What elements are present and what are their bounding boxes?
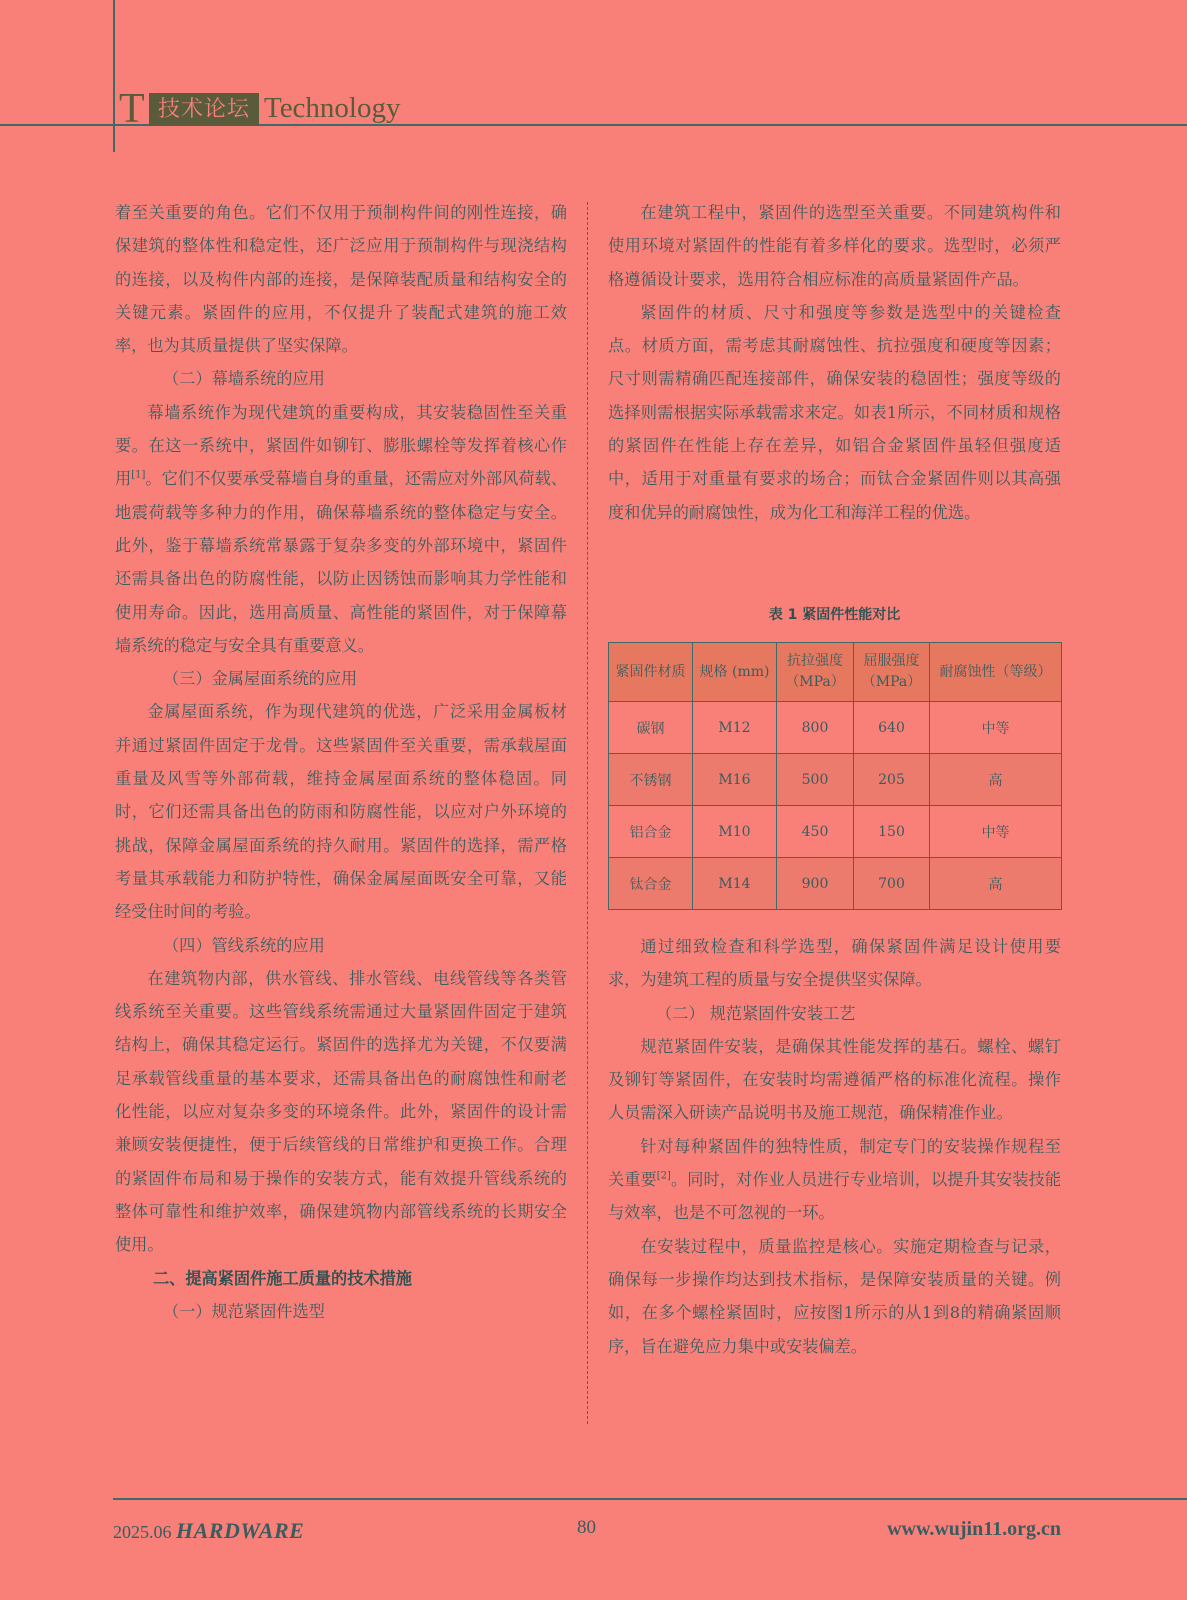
table-header-cell: 耐腐蚀性（等级） — [930, 643, 1062, 702]
table-cell: 铝合金 — [609, 806, 693, 858]
table-header-row — [609, 643, 1062, 702]
subheading-selection: （一）规范紧固件选型 — [163, 1301, 325, 1321]
table-row — [609, 754, 1062, 806]
header-vertical-rule — [113, 0, 115, 152]
subheading-curtain-wall: （二）幕墙系统的应用 — [163, 369, 325, 389]
paragraph: 在建筑物内部，供水管线、排水管线、电线管线等各类管线系统至关重要。这些管线系统需通过大量紧固件固定于建筑结构上，确保其稳定运行。紧固件的选择尤为关键，不仅要满足承载管线重量的基本要求，还需具备出色的耐腐蚀性和耐老化性能，以应对复杂多变的环境条件。此外，紧固件的设计需兼顾安装便捷性，便于后续管线的日常维护和更换工作。合理的紧固件布局和易于操作的安装方式，能有效提升管线系统的整体可靠性和维护效率，确保建筑物内部管线系统的长期安全使用。 — [115, 968, 567, 1255]
table-cell: 中等 — [930, 702, 1062, 754]
table-cell: M16 — [693, 754, 777, 806]
paragraph: 金属屋面系统，作为现代建筑的优选，广泛采用金属板材并通过紧固件固定于龙骨。这些紧固件至关重要，需承载屋面重量及风雪等外部荷载，维持金属屋面系统的整体稳固。同时，它们还需具备出色的防雨和防腐性能，以应对户外环境的挑战，保障金属屋面系统的持久耐用。紧固件的选择，需严格考量其承载能力和防护特性，确保金属屋面既安全可靠，又能经受住时间的考验。 — [115, 702, 567, 922]
table-cell: 150 — [854, 806, 930, 858]
table-header-cell: 规格 (mm) — [693, 643, 777, 702]
citation-ref: [2] — [656, 1170, 671, 1182]
table-row — [609, 702, 1062, 754]
paragraph: 幕墙系统作为现代建筑的重要构成，其安装稳固性至关重要。在这一系统中，紧固件如铆钉、膨胀螺栓等发挥着核心作用[1]。它们不仅要承受幕墙自身的重量，还需应对外部风荷载、地震荷载等多种力的作用，确保幕墙系统的整体稳定与安全。此外，鉴于幕墙系统常暴露于复杂多变的外部环境中，紧固件还需具备出色的防腐性能，以防止因锈蚀而影响其力学性能和使用寿命。因此，选用高质量、高性能的紧固件，对于保障幕墙系统的稳定与安全具有重要意义。 — [115, 402, 568, 655]
table-cell: 钛合金 — [609, 858, 693, 910]
subheading-installation: （二） 规范紧固件安装工艺 — [656, 1003, 856, 1023]
footer-magazine-name: HARDWARE — [176, 1518, 305, 1543]
table-cell: 碳钢 — [609, 702, 693, 754]
paragraph: 紧固件的材质、尺寸和强度等参数是选型中的关键检查点。材质方面，需考虑其耐腐蚀性、抗拉强度和硬度等因素；尺寸则需精确匹配连接部件，确保安装的稳固性；强度等级的选择则需根据实际承载需求来定。如表1所示，不同材质和规格的紧固件在性能上存在差异，如铝合金紧固件虽轻但强度适中，适用于对重量有要求的场合；而钛合金紧固件则以其高强度和优异的耐腐蚀性，成为化工和海洋工程的优选。 — [608, 302, 1061, 522]
paragraph: 通过细致检查和科学选型，确保紧固件满足设计使用要求，为建筑工程的质量与安全提供坚实保障。 — [608, 937, 1061, 990]
table-cell: 高 — [930, 754, 1062, 806]
table-cell: 中等 — [930, 806, 1062, 858]
right-column-upper — [608, 196, 1061, 529]
column-divider — [587, 202, 588, 1424]
table-header-cell: 抗拉强度（MPa） — [777, 643, 854, 702]
table-caption: 表 1 紧固件性能对比 — [768, 607, 901, 623]
table-row — [609, 806, 1062, 858]
subheading-metal-roof: （三）金属屋面系统的应用 — [163, 669, 358, 689]
table-header-cell: 紧固件材质 — [609, 643, 693, 702]
table-cell: 900 — [777, 858, 854, 910]
footer-issue — [113, 1518, 304, 1544]
table-cell: 700 — [854, 858, 930, 910]
table-cell: 高 — [930, 858, 1062, 910]
paragraph: 在建筑工程中，紧固件的选型至关重要。不同建筑构件和使用环境对紧固件的性能有着多样化的要求。选型时，必须严格遵循设计要求，选用符合相应标准的高质量紧固件产品。 — [608, 203, 1061, 289]
right-column-lower — [608, 930, 1061, 1363]
paragraph: 规范紧固件安装，是确保其性能发挥的基石。螺栓、螺钉及铆钉等紧固件，在安装时均需遵循严格的标准化流程。操作人员需深入研读产品说明书及施工规范，确保精准作业。 — [608, 1036, 1061, 1123]
left-column — [115, 196, 567, 1328]
table-header-cell: 屈服强度（MPa） — [854, 643, 930, 702]
table-cell: 640 — [854, 702, 930, 754]
table-cell: 500 — [777, 754, 854, 806]
table-cell: 205 — [854, 754, 930, 806]
footer-issue-date: 2025.06 — [113, 1522, 172, 1542]
paragraph: 在安装过程中，质量监控是核心。实施定期检查与记录，确保每一步操作均达到技术指标，是保障安装质量的关键。例如，在多个螺栓紧固时，应按图1所示的从1到8的精确紧固顺序，旨在避免应力集中或安装偏差。 — [608, 1236, 1061, 1356]
footer-rule — [113, 1498, 1187, 1500]
table-cell: M12 — [693, 702, 777, 754]
paragraph: 针对每种紧固件的独特性质，制定专门的安装操作规程至关重要[2]。同时，对作业人员进行专业培训，以提升其安装技能与效率，也是不可忽视的一环。 — [608, 1136, 1062, 1223]
fastener-performance-table — [608, 642, 1062, 910]
table-cell: 450 — [777, 806, 854, 858]
header-section-english: Technology — [264, 92, 401, 124]
table-cell: 800 — [777, 702, 854, 754]
table-cell: 不锈钢 — [609, 754, 693, 806]
subheading-pipeline: （四）管线系统的应用 — [163, 935, 325, 955]
section-heading: 二、提高紧固件施工质量的技术措施 — [153, 1268, 412, 1288]
paragraph: 着至关重要的角色。它们不仅用于预制构件间的刚性连接，确保建筑的整体性和稳定性，还广泛应用于预制构件与现浇结构的连接，以及构件内部的连接，是保障装配质量和结构安全的关键元素。紧固件的应用，不仅提升了装配式建筑的施工效率，也为其质量提供了坚实保障。 — [115, 203, 567, 356]
citation-ref: [1] — [131, 469, 146, 481]
header-logo-letter: T — [119, 86, 145, 132]
page-number: 80 — [577, 1517, 596, 1538]
table-cell: M14 — [693, 858, 777, 910]
footer-website[interactable]: www.wujin11.org.cn — [887, 1518, 1061, 1540]
table-cell: M10 — [693, 806, 777, 858]
table-row — [609, 858, 1062, 910]
header-section-badge: 技术论坛 — [149, 93, 259, 126]
